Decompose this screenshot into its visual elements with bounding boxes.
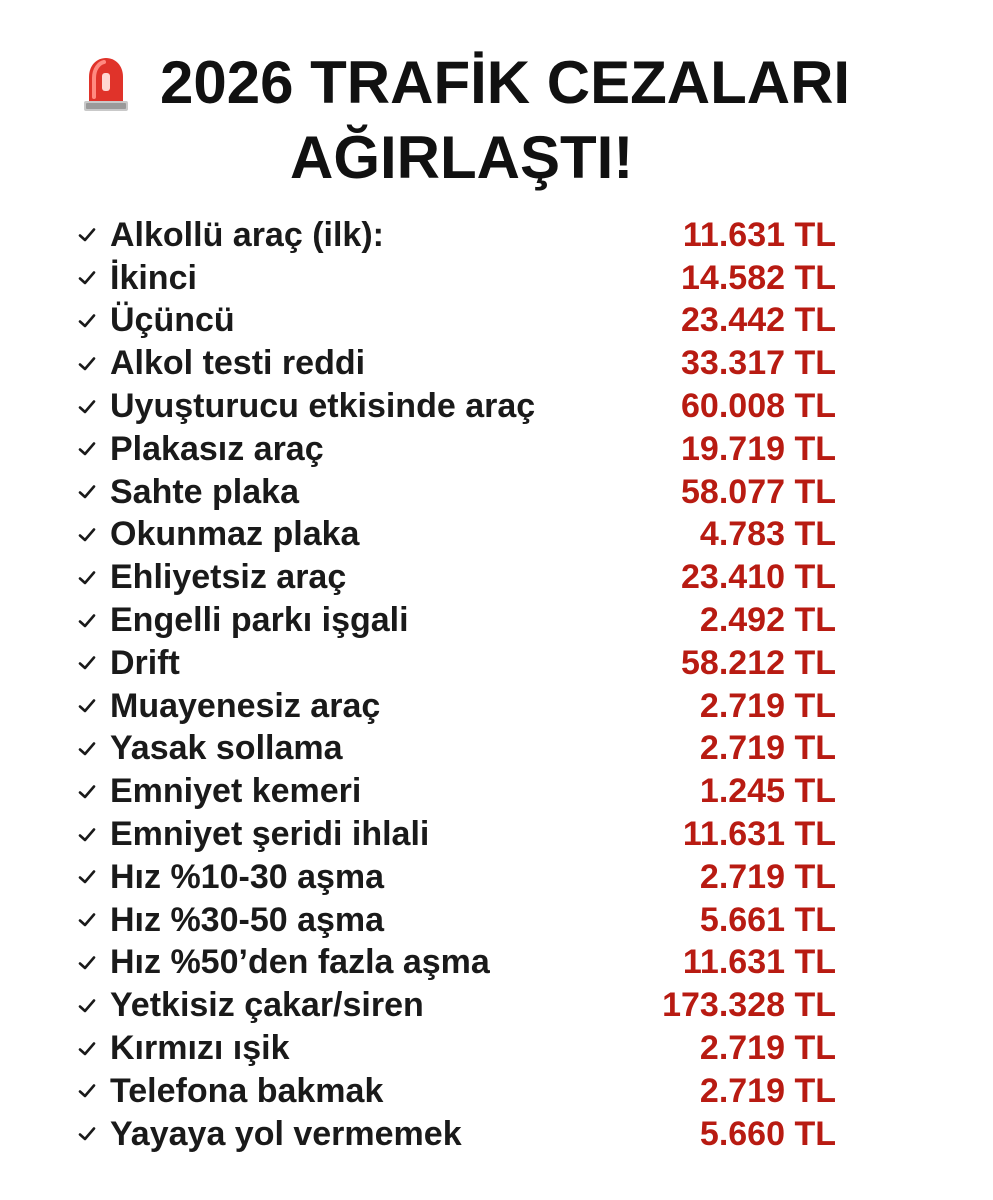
fine-label: Hız %10-30 aşma [110,857,385,896]
check-icon [76,952,98,974]
fine-label: Yasak sollama [110,729,343,768]
check-icon [76,995,98,1017]
fine-amount: 5.660 TL [699,1114,836,1153]
fine-label: Engelli parkı işgali [110,601,409,640]
title-line-2: AĞIRLAŞTI! [290,124,634,191]
fine-label: Telefona bakmak [110,1071,384,1110]
fine-row [76,1027,836,1070]
fine-amount: 58.212 TL [681,643,836,682]
check-icon [76,610,98,632]
fine-amount: 2.719 TL [699,1029,836,1068]
check-icon [76,1080,98,1102]
check-icon [76,738,98,760]
fine-label: Alkol testi reddi [110,344,366,383]
fine-label: Ehliyetsiz araç [110,558,347,597]
fine-row [76,385,836,428]
check-icon [76,524,98,546]
check-icon [76,481,98,503]
fine-row [76,728,836,771]
fine-amount: 60.008 TL [681,387,836,426]
fine-row [76,942,836,985]
check-icon [76,1038,98,1060]
fine-amount: 33.317 TL [681,344,836,383]
fine-row [76,642,836,685]
fine-amount: 58.077 TL [681,472,836,511]
fine-label: Okunmaz plaka [110,515,360,554]
fine-label: Emniyet kemeri [110,772,362,811]
fine-amount: 173.328 TL [662,986,836,1025]
check-icon [76,396,98,418]
fine-row [76,899,836,942]
fine-row [76,984,836,1027]
check-icon [76,824,98,846]
fine-amount: 2.719 TL [699,729,836,768]
fine-row [76,685,836,728]
fine-amount: 23.410 TL [681,558,836,597]
fine-row [76,599,836,642]
fine-label: Emniyet şeridi ihlali [110,815,430,854]
fine-amount: 2.719 TL [699,857,836,896]
fine-amount: 14.582 TL [681,258,836,297]
check-icon [76,909,98,931]
check-icon [76,267,98,289]
fine-amount: 19.719 TL [681,429,836,468]
check-icon [76,781,98,803]
fine-row [76,214,836,257]
fine-amount: 23.442 TL [681,301,836,340]
fine-row [76,556,836,599]
check-icon [76,652,98,674]
fine-amount: 1.245 TL [699,772,836,811]
title-line-1 [80,38,850,128]
fine-row [76,514,836,557]
fine-label: Uyuşturucu etkisinde araç [110,387,536,426]
siren-icon [80,53,132,113]
fine-label: Kırmızı ışik [110,1029,290,1068]
fine-label: Plakasız araç [110,429,324,468]
fine-amount: 2.719 TL [699,1071,836,1110]
fine-label: Üçüncü [110,301,235,340]
fine-label: Yayaya yol vermemek [110,1114,462,1153]
fine-row [76,813,836,856]
check-icon [76,438,98,460]
fine-row [76,1070,836,1113]
fine-row [76,257,836,300]
check-icon [76,866,98,888]
fine-row [76,770,836,813]
fine-label: Yetkisiz çakar/siren [110,986,424,1025]
title-line-1-text: 2026 TRAFİK CEZALARI [160,49,851,116]
fine-row [76,342,836,385]
fine-row [76,856,836,899]
fine-amount: 2.719 TL [699,686,836,725]
fine-label: Sahte plaka [110,472,299,511]
fine-amount: 11.631 TL [682,215,836,254]
fine-amount: 11.631 TL [682,815,836,854]
fine-label: Hız %30-50 aşma [110,900,385,939]
check-icon [76,310,98,332]
fine-label: Hız %50’den fazla aşma [110,943,490,982]
fine-label: Alkollü araç (ilk): [110,215,384,254]
check-icon [76,695,98,717]
fines-list [76,214,836,1156]
fine-row [76,300,836,343]
check-icon [76,353,98,375]
check-icon [76,567,98,589]
fine-row [76,1113,836,1156]
fine-row [76,428,836,471]
fine-amount: 2.492 TL [699,601,836,640]
fine-row [76,471,836,514]
fine-amount: 11.631 TL [682,943,836,982]
check-icon [76,1123,98,1145]
fine-label: Drift [110,643,180,682]
fine-label: İkinci [110,258,197,297]
fine-label: Muayenesiz araç [110,686,381,725]
check-icon [76,224,98,246]
fine-amount: 5.661 TL [699,900,836,939]
fine-amount: 4.783 TL [699,515,836,554]
